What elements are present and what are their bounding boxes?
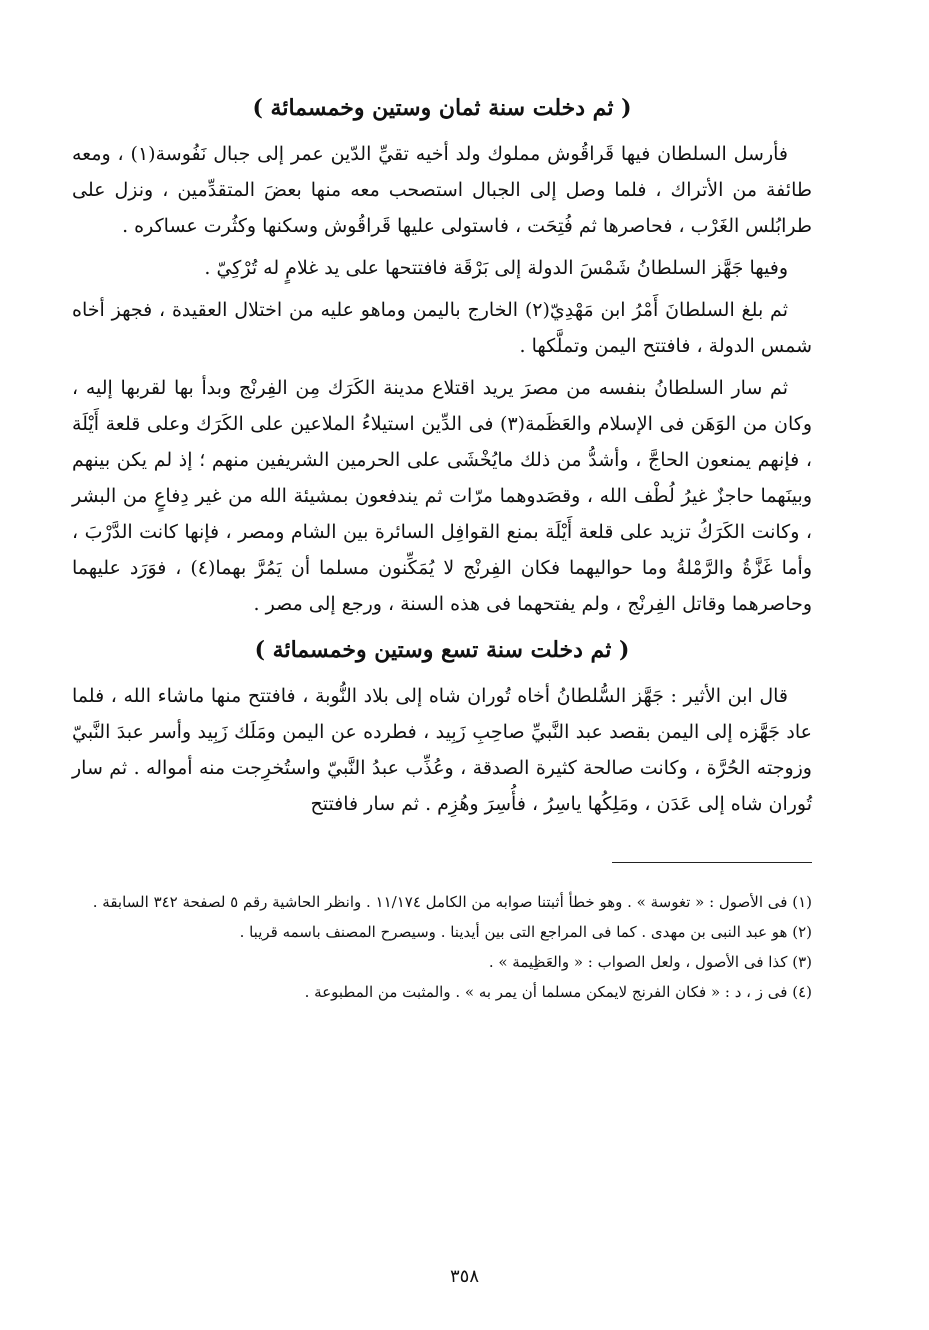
- paragraph-tripoli: فأرسل السلطان فيها قَراقُوش مملوك ولد أخيه تقيِّ الدّين عمر إلى جبال نَفُوسة(١) ، ومعه طائفة من الأتراك ، فلما وصل إلى الجبال استصحب معه منها بعضَ المتقدِّمين ، ونزل على طرابُلس الغَرْب ، فحاصرها ثم فُتِحَت ، فاستولى عليها قَراقُوش وسكنها وكثُرت عساكره .: [72, 143, 812, 237]
- section-heading-569: ( ثم دخلت سنة تسع وستين وخمسمائة ): [254, 637, 630, 663]
- paragraph-yemen: ثم بلغ السلطانَ أَمْرُ ابن مَهْدِيّ(٢) الخارج باليمن وماهو عليه من اختلال العقيدة ، فجهز أخاه شمس الدولة ، فافتتح اليمن وتملَّكها .: [72, 299, 812, 357]
- footnote-1: (١) فى الأصول : « تغوسة » . وهو خطأ أثبتنا صوابه من الكامل ١١/١٧٤ . وانظر الحاشية رقم ٥ لصفحة ٣٤٢ السابقة .: [92, 893, 812, 911]
- section-heading-568: ( ثم دخلت سنة ثمان وستين وخمسمائة ): [252, 95, 632, 121]
- paragraph-ibn-al-athir: قال ابن الأثير : جَهَّز السُّلطانُ أخاه تُوران شاه إلى بلاد النُّوبة ، فافتتح منها ماشاء الله ، فلما عاد جَهَّزه إلى اليمن بقصد عبد النَّبيِّ صاحِبِ زَبِيد ، فطرده عن اليمن ومَلَك زَبِيد وأسر عبدَ النَّبيّ وزوجته الحُرَّة ، وكانت صالحة كثيرة الصدقة ، وعُذِّب عبدُ النَّبيّ واستُخرِجت منه أمواله . ثم سار تُوران شاه إلى عَدَن ، ومَلِكُها ياسِرُ ، فأُسِرَ وهُزِم . ثم سار فافتتح: [72, 685, 812, 815]
- page-number: ٣٥٨: [449, 1266, 479, 1287]
- footnote-3: (٣) كذا فى الأصول ، ولعل الصواب : « والعَظِيمة » .: [488, 953, 812, 971]
- paragraph-karak: ثم سار السلطانُ بنفسه من مصرَ يريد اقتلاع مدينة الكَرَك مِن الفِرنْج وبدأ بها لقربها إليه ، وكان من الوَهَن فى الإسلام والعَظَمة(٣) فى الدِّين استيلاءُ الملاعين على الكَرَك وعلى قلعة أَيْلَة ، فإنهم يمنعون الحاجَّ ، وأشدُّ من ذلك مايُخْشَى على الحرمين الشريفين منهم ؛ إذ لم يكن بينهم وبينَهما حاجزٌ غيرُ لُطْف الله ، وقصَدوهما مرّات ثم يندفعون بمشيئة الله من غير دِفاعٍ من البشر ، وكانت الكَرَكُ تزيد على قلعة أَيْلَة بمنع القوافِل السائرة بين الشام ومصر ، فإنها كانت الدَّرْبَ ، وأما غَزَّةُ والرَّمْلةُ وما حواليهما فكان الفِرنْج لا يُمَكِّنون مسلما أن يَمُرَّ بهما(٤) ، فوَرَد عليهما وحاصرهما وقاتل الفِرنْج ، ولم يفتحهما فى هذه السنة ، ورجع إلى مصر .: [72, 377, 812, 615]
- book-page: [72, 80, 812, 1300]
- footnote-2: (٢) هو عبد النبى بن مهدى . كما فى المراجع التى بين أيدينا . وسيصرح المصنف باسمه قريبا .: [239, 923, 812, 941]
- footnote-4: (٤) فى ز ، د : « فكان الفرنج لايمكن مسلما أن يمر به » . والمثبت من المطبوعة .: [304, 983, 812, 1001]
- footnote-divider: [612, 862, 812, 863]
- paragraph-barqa: وفيها جَهَّز السلطانُ شَمْسَ الدولة إلى بَرْقَة فافتتحها على يد غلامٍ له تُرْكِيّ .: [204, 257, 788, 279]
